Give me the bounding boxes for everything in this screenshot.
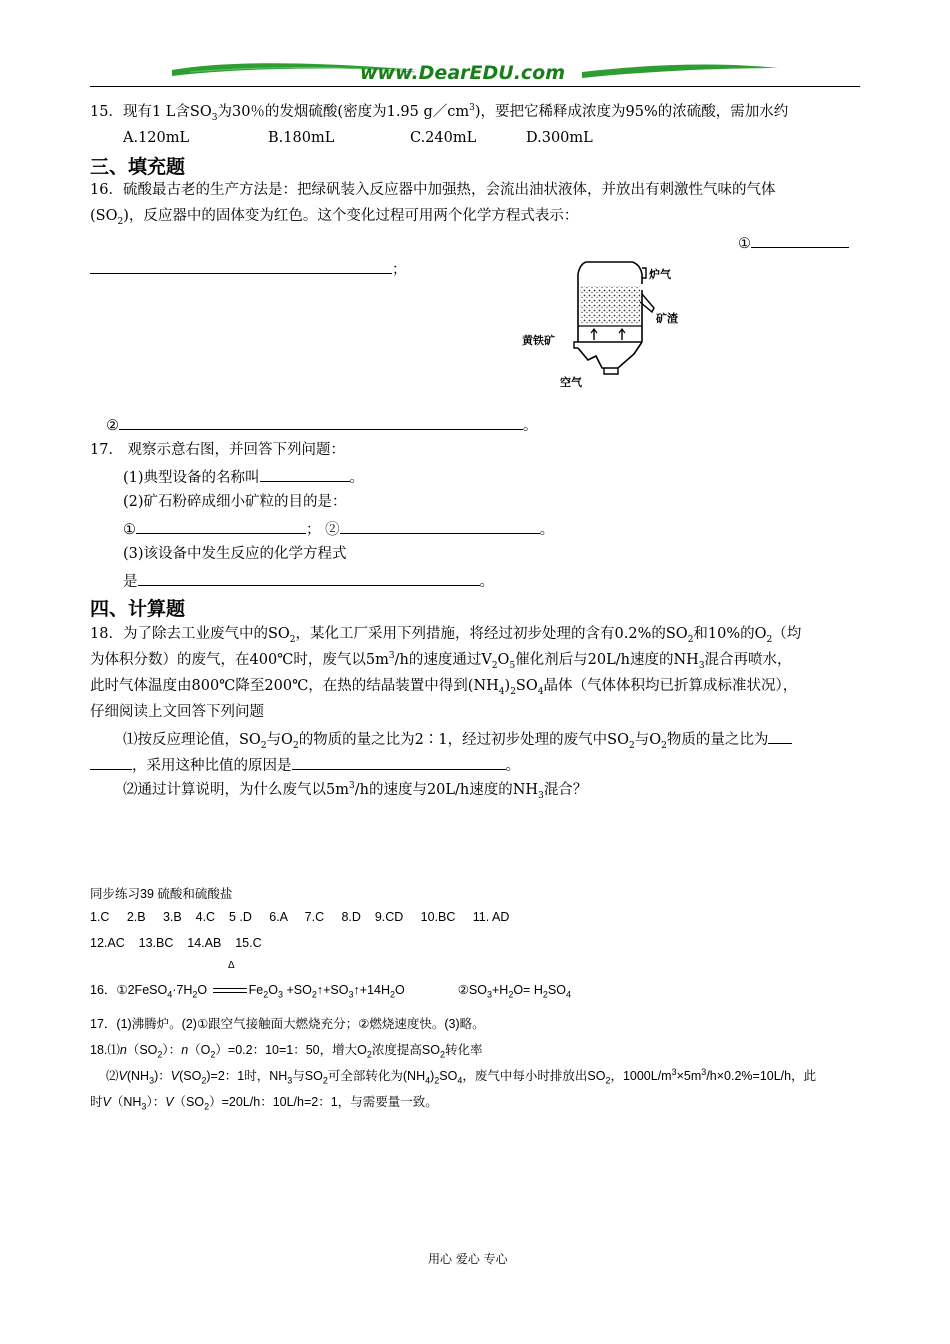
answer-18-part2: $⑵V(NH_3)$：$V(SO_2)=2$：1时，$NH_3$与$SO_2$可全部转化为$(NH_4)_2SO_4$，废气中每小时排放出$SO_2$，$1000L/m^3\times 5m^3/h\times 0.2\%=10L/h$，此 [106,1066,817,1086]
answer-17: 17．(1)沸腾炉。(2)①跟空气接触面大燃烧充分；②燃烧速度快。(3)略。 [90,1017,485,1031]
q16-line2: $(SO_2)$，反应器中的固体变为红色。这个变化过程可用两个化学方程式表示： [90,208,579,227]
swoosh-right-icon [580,58,780,86]
answers-title: 同步练习39 硫酸和硫酸盐 [90,887,233,901]
label-pyrite: 黄铁矿 [522,334,555,347]
q16-blank-2[interactable] [119,414,523,430]
q16-answer-1-cont: ； [90,258,407,280]
section-heading-calculation: 四、计算题 [90,598,186,620]
q17-line3: (2)矿石粉碎成细小矿粒的目的是： [123,494,347,510]
q17-blank-2b[interactable] [340,518,540,534]
page-footer: 用心 爱心 专心 [428,1252,508,1266]
q16-answer-1: ① [738,232,849,254]
q17-blank-2a[interactable] [136,518,306,534]
q15-stem: 15．现有1 L含$SO_3$为30％的发烟硫酸(密度为1.95 $g/cm^3$)，要把它稀释成浓度为95%的浓硫酸，需加水约 [90,103,789,123]
header-logo [170,58,780,86]
logo-text[interactable]: www.DearEDU.com [360,62,566,84]
label-slag: 矿渣 [656,312,678,325]
q16-answer-2: ② 。 [106,414,538,436]
q16-line1: 16．硫酸最古老的生产方法是：把绿矾装入反应器中加强热，会流出油状液体，并放出有刺激性气味的气体 [90,182,776,198]
q16-blank-1b[interactable] [90,258,392,274]
q15-option-a: A.120mL [123,130,190,146]
q18-blank-1a[interactable] [768,728,792,744]
section-heading-fill-in: 三、填充题 [90,156,186,178]
furnace-drawing [518,254,728,394]
answer-18-part1: $18.⑴n(SO_2)$：$n(O_2)=0.2$：10=1：50，增大$O_2$浓度提高$SO_2$转化率 [90,1043,483,1060]
q16-blank-1a[interactable] [751,232,849,248]
equals-sign-icon [213,988,247,993]
q18-blank-1b[interactable] [90,754,132,770]
q18-para-line4: 仔细阅读上文回答下列问题 [90,704,264,720]
q17-line2: (1)典型设备的名称叫 。 [123,466,364,488]
q17-blank-3[interactable] [138,570,480,586]
header-rule [90,86,860,87]
label-air: 空气 [560,376,582,389]
answer-16-heat-sign: Δ [228,960,235,971]
q17-line1: 17． 观察示意右图，并回答下列问题： [90,442,346,458]
q18-blank-2[interactable] [292,754,506,770]
q18-para-line3: 此时气体温度由800℃降至200℃，在热的结晶装置中得到$(NH_4)_2SO_4$晶体（气体体积均已折算成标准状况）， [90,678,798,697]
q18-sub1: ⑴按反应理论值，$SO_2$与$O_2$的物质的量之比为2∶1，经过初步处理的废气中$SO_2$与$O_2$物质的量之比为 [123,728,792,750]
q18-sub1-cont: ，采用这种比值的原因是 。 [90,754,520,776]
answers-row2: 12.AC 13.BC 14.AB 15.C [90,936,262,950]
q15-option-b: B.180mL [268,130,335,146]
q18-para-line2: 为体积分数）的废气，在400℃时，废气以$5m^3/h$的速度通过$V_2O_5$催化剂后与20L/h速度的$NH_3$混合再喷水， [90,651,792,671]
q15-option-c: C.240mL [410,130,477,146]
q18-para-line1: 18．为了除去工业废气中的$SO_2$，某化工厂采用下列措施，将经过初步处理的含有0.2%的$SO_2$和10%的$O_2$（均 [90,626,802,645]
q17-line4: ① ； ② 。 [123,518,554,540]
furnace-diagram [518,254,728,394]
q17-blank-1[interactable] [260,466,350,482]
q17-line6: 是 。 [123,570,494,592]
q17-line5: (3)该设备中发生反应的化学方程式 [123,546,347,562]
label-furnace-gas: 炉气 [649,268,671,281]
q15-option-d: D.300mL [526,130,593,146]
q18-sub2: ⑵通过计算说明，为什么废气以$5m^3/h$的速度与20L/h速度的$NH_3$混合？ [123,781,588,801]
answer-16: 16．$①2FeSO_4\cdot 7H_2O$ $Fe_2O_3$ $+SO_2↑+SO_3↑+14H_2O$ $②SO_3+H_2O= H_2SO_4$ [90,983,571,1000]
answers-row1: 1.C 2.B 3.B 4.C 5 .D 6.A 7.C 8.D 9.CD 10.BC 11. AD [90,910,510,924]
answer-18-part3: 时$V(NH_3)$：$V(SO_2)=20L/h$：10L/h=2：1，与需要量一致。 [90,1095,438,1112]
